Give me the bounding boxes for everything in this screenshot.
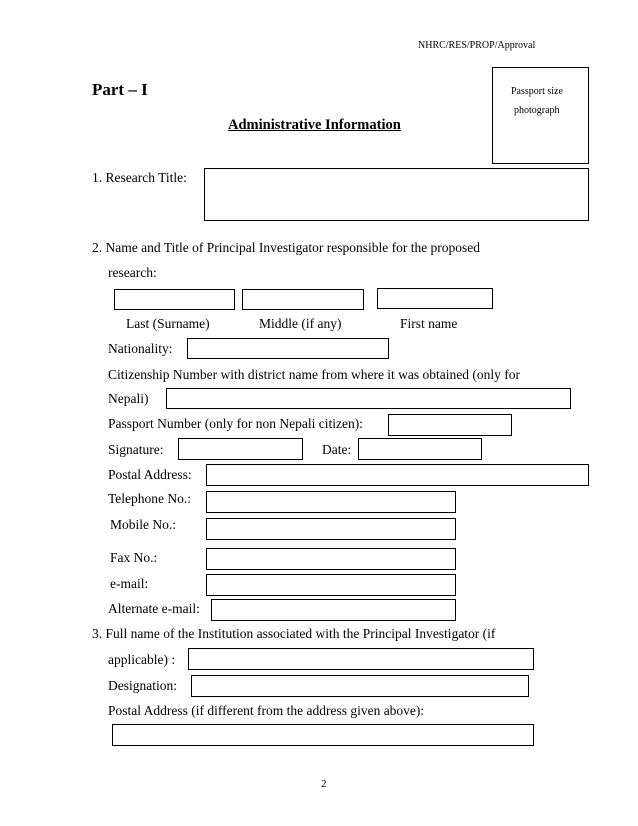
mobile-field[interactable] [206,518,456,540]
citizenship-label-line2: Nepali) [108,391,149,406]
designation-field[interactable] [191,675,529,697]
first-name-field[interactable] [377,288,493,309]
pi-name-label-line2: research: [108,265,157,280]
research-title-label: 1. Research Title: [92,170,187,185]
institution-postal-address-field[interactable] [112,724,534,746]
telephone-field[interactable] [206,491,456,513]
institution-label-line2: applicable) : [108,652,176,667]
email-field[interactable] [206,574,456,596]
pi-name-label-line1: 2. Name and Title of Principal Investigator responsible for the proposed [92,240,481,255]
middle-name-label: Middle (if any) [259,316,342,331]
photo-box-line2: photograph [514,105,560,116]
telephone-label: Telephone No.: [108,491,192,506]
fax-field[interactable] [206,548,456,570]
research-title-field[interactable] [204,168,589,221]
section-title: Administrative Information [228,117,401,133]
email-label: e-mail: [110,576,149,591]
document-reference: NHRC/RES/PROP/Approval [418,40,536,51]
last-name-label: Last (Surname) [126,316,210,331]
alternate-email-label: Alternate e-mail: [108,601,200,616]
passport-number-label: Passport Number (only for non Nepali citizen): [108,416,363,431]
mobile-label: Mobile No.: [110,517,176,532]
citizenship-label-line1: Citizenship Number with district name from where it was obtained (only for [108,367,521,382]
part-title: Part – I [92,80,148,99]
passport-number-field[interactable] [388,414,512,436]
nationality-label: Nationality: [108,341,173,356]
postal-address-label: Postal Address: [108,467,192,482]
institution-postal-address-label: Postal Address (if different from the address given above): [108,703,425,718]
signature-field[interactable] [178,438,303,460]
institution-name-field[interactable] [188,648,534,670]
citizenship-number-field[interactable] [166,388,571,409]
institution-label-line1: 3. Full name of the Institution associated with the Principal Investigator (if [92,626,496,641]
designation-label: Designation: [108,678,177,693]
last-name-field[interactable] [114,289,235,310]
fax-label: Fax No.: [110,550,158,565]
nationality-field[interactable] [187,338,389,359]
signature-label: Signature: [108,442,164,457]
postal-address-field[interactable] [206,464,589,486]
date-field[interactable] [358,438,482,460]
date-label: Date: [322,442,352,457]
first-name-label: First name [400,316,458,331]
passport-photo-box[interactable] [492,67,589,164]
alternate-email-field[interactable] [211,599,456,621]
photo-box-line1: Passport size [511,86,563,97]
middle-name-field[interactable] [242,289,364,310]
page-number: 2 [321,778,327,790]
